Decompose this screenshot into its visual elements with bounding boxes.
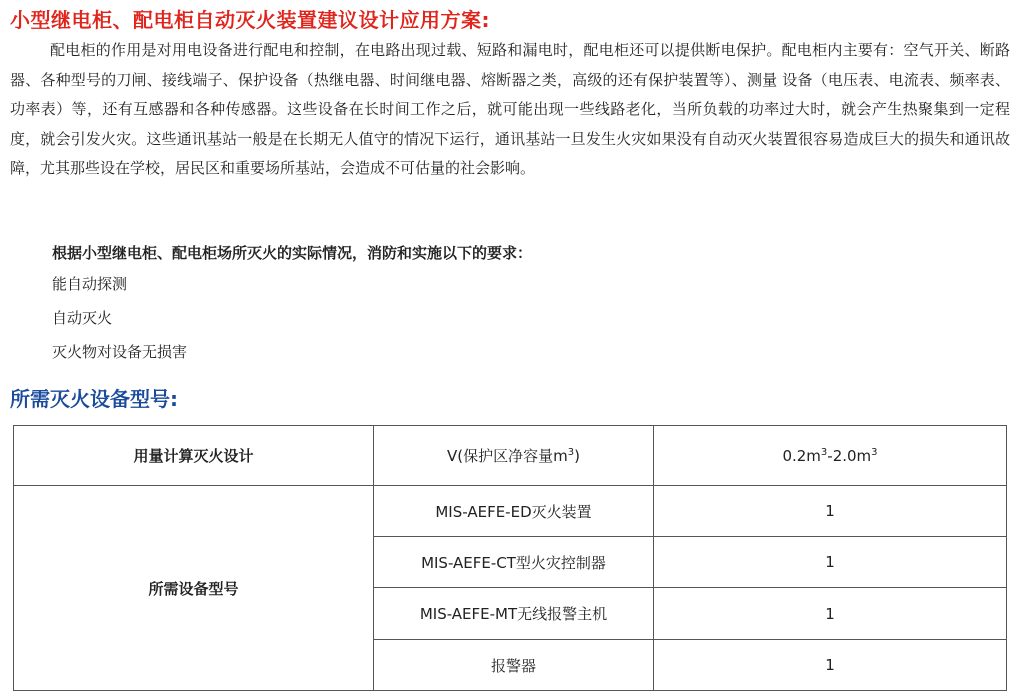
model-cell: MIS-AEFE-MT无线报警主机: [374, 588, 654, 640]
qty-cell: 1: [654, 486, 1007, 537]
calc-header-cell: 用量计算灭火设计: [14, 426, 374, 486]
qty-cell: 1: [654, 640, 1007, 691]
requirements-title: 根据小型继电柜、配电柜场所灭火的实际情况，消防和实施以下的要求：: [52, 244, 533, 262]
equipment-header-cell: 所需设备型号: [14, 486, 374, 691]
document-title: 小型继电柜、配电柜自动灭火装置建议设计应用方案:: [10, 8, 490, 32]
requirement-item: 能自动探测: [52, 275, 128, 293]
volume-label-suffix: ): [574, 447, 580, 465]
table-row: [14, 486, 1007, 537]
qty-cell: 1: [654, 588, 1007, 640]
volume-max-sup: 3: [871, 446, 878, 458]
intro-paragraph: 配电柜的作用是对用电设备进行配电和控制，在电路出现过载、短路和漏电时，配电柜还可以提供断电保护。配电柜内主要有：空气开关、断路器、各种型号的刀闸、接线端子、保护设备（热继电器、时间继电器、熔断器之类，高级的还有保护装置等）、测量 设备（电压表、电流表、频率表、功率表）等，还有互感器和各种传感器。这些设备在长时间工作之后，就可能出现一些线路老化，当所负载的功率过大时，就会产生热聚集到一定程度，就会引发火灾。这些通讯基站一般是在长期无人值守的情况下运行，通讯基站一旦发生火灾如果没有自动灭火装置很容易造成巨大的损失和通讯故障，尤其那些设在学校，居民区和重要场所基站，会造成不可估量的社会影响。: [10, 41, 1010, 177]
model-cell: MIS-AEFE-CT型火灾控制器: [374, 537, 654, 588]
volume-label-cell: [374, 426, 654, 486]
requirement-item: 自动灭火: [52, 309, 113, 327]
volume-min-sup: 3: [820, 446, 828, 458]
volume-min: 0.2m: [782, 446, 821, 465]
table-row: [14, 426, 1007, 486]
qty-cell: 1: [654, 537, 1007, 588]
equipment-section-title: 所需灭火设备型号:: [10, 387, 178, 411]
model-cell: 报警器: [374, 640, 654, 691]
requirement-item: 灭火物对设备无损害: [52, 343, 188, 361]
volume-label-prefix: V(保护区净容量m: [447, 447, 568, 465]
volume-range-cell: [654, 426, 1007, 486]
volume-label-sup: 3: [567, 447, 575, 458]
equipment-table: [13, 425, 1007, 691]
model-cell: MIS-AEFE-ED灭火装置: [374, 486, 654, 537]
volume-max: -2.0m: [827, 446, 872, 465]
